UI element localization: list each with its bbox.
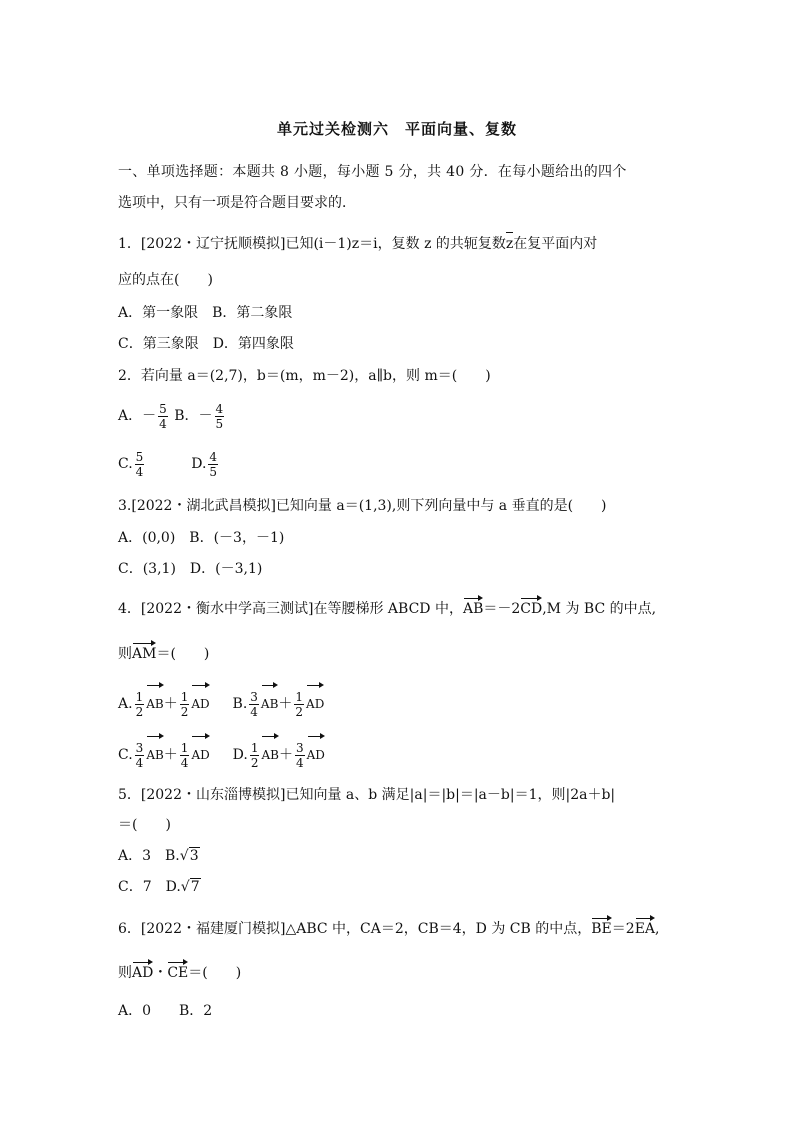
fraction-denominator: 4 bbox=[159, 416, 167, 431]
fraction-numerator: 3 bbox=[295, 740, 304, 755]
fraction-denominator: 4 bbox=[250, 704, 258, 719]
q4-option-b-label: B. bbox=[232, 696, 248, 712]
question-3-options-cd: C．(3,1) D．(－3,1) bbox=[118, 561, 263, 577]
q2-option-c-label: C. bbox=[118, 456, 133, 472]
question-3-stem: 3.[2022・湖北武昌模拟]已知向量 a＝(1,3),则下列向量中与 a 垂直的是( ) bbox=[118, 498, 607, 514]
q2-option-a-label: A．－ bbox=[118, 408, 157, 424]
q2-option-a-fraction bbox=[158, 402, 168, 431]
q6-vector-ce: CE bbox=[167, 961, 188, 983]
q1-z-conjugate: z bbox=[505, 236, 514, 252]
fraction-denominator: 4 bbox=[135, 755, 144, 770]
q4-line2-pre: 则 bbox=[118, 646, 132, 662]
q4-option-a-frac-2 bbox=[180, 690, 190, 719]
fraction-denominator: 2 bbox=[135, 704, 144, 719]
q5-options-cd-text: C．7 D. bbox=[118, 879, 181, 895]
q1-text-post: 在复平面内对 bbox=[513, 236, 598, 252]
fraction-denominator: 5 bbox=[215, 416, 224, 431]
q4-option-b-plus: ＋ bbox=[278, 696, 293, 712]
q6-text-comma: , bbox=[655, 921, 660, 937]
fraction-numerator: 1 bbox=[250, 740, 259, 755]
q2-option-b-fraction bbox=[215, 402, 225, 431]
question-3-options-ab: A．(0,0) B．(－3，－1) bbox=[118, 530, 285, 546]
q4-option-b-vector-1: AB bbox=[261, 684, 278, 722]
question-4-options-ab bbox=[118, 684, 324, 722]
question-2-stem: 2．若向量 a＝(2,7)，b＝(m，m－2)，a∥b，则 m＝( ) bbox=[118, 368, 491, 384]
question-1-options-cd: C．第三象限 D．第四象限 bbox=[118, 336, 294, 352]
question-1-options-ab: A．第一象限 B．第二象限 bbox=[118, 305, 293, 321]
q4-text-post: ,M 为 BC 的中点, bbox=[542, 601, 657, 617]
fraction-numerator: 5 bbox=[159, 401, 167, 416]
fraction-numerator: 1 bbox=[180, 740, 189, 755]
question-6-stem bbox=[118, 917, 660, 939]
q5-option-b-sqrt bbox=[180, 846, 200, 866]
question-4-stem-line-2 bbox=[118, 642, 209, 664]
fraction-numerator: 1 bbox=[295, 689, 304, 704]
fraction-denominator: 2 bbox=[295, 704, 304, 719]
q4-text-mid: ＝－2 bbox=[483, 601, 521, 617]
question-5-options-cd bbox=[118, 877, 201, 897]
q4-option-d-label: D. bbox=[232, 747, 248, 763]
q4-vector-cd: CD bbox=[520, 597, 542, 619]
q4-option-a-label: A. bbox=[118, 696, 133, 712]
fraction-numerator: 1 bbox=[135, 689, 144, 704]
fraction-denominator: 2 bbox=[180, 704, 189, 719]
q4-option-b-vector-2: AD bbox=[306, 684, 324, 722]
fraction-denominator: 4 bbox=[180, 755, 189, 770]
q6-line2-pre: 则 bbox=[118, 965, 132, 981]
fraction-denominator: 2 bbox=[250, 755, 259, 770]
q5-option-d-sqrt bbox=[181, 877, 201, 897]
fraction-numerator: 3 bbox=[250, 689, 258, 704]
fraction-denominator: 5 bbox=[209, 464, 218, 479]
fraction-numerator: 5 bbox=[135, 449, 144, 464]
q5-options-ab-text: A．3 B. bbox=[118, 848, 180, 864]
question-2-options-cd bbox=[118, 446, 220, 482]
q4-option-c-frac-2 bbox=[180, 741, 190, 770]
question-4-stem bbox=[118, 597, 656, 619]
q4-option-d-vector-2: AD bbox=[307, 735, 325, 773]
q6-line2-post: ＝( ) bbox=[188, 965, 242, 981]
q4-vector-ab: AB bbox=[463, 597, 483, 619]
q4-option-c-label: C. bbox=[118, 747, 133, 763]
q4-line2-post: ＝( ) bbox=[156, 646, 210, 662]
q6-vector-be: BE bbox=[591, 917, 612, 939]
fraction-numerator: 3 bbox=[135, 740, 144, 755]
sqrt-radicand: 7 bbox=[190, 879, 200, 895]
sqrt-sign: √ bbox=[180, 879, 190, 895]
q4-option-d-frac-1 bbox=[250, 741, 260, 770]
q4-option-a-vector-1: AB bbox=[146, 684, 163, 722]
fraction-numerator: 1 bbox=[180, 689, 189, 704]
q4-option-a-frac-1 bbox=[135, 690, 145, 719]
q4-option-a-vector-2: AD bbox=[191, 684, 209, 722]
fraction-numerator: 4 bbox=[215, 401, 224, 416]
question-4-options-cd bbox=[118, 735, 325, 773]
fraction-denominator: 4 bbox=[295, 755, 304, 770]
q4-vector-am: AM bbox=[132, 642, 156, 664]
q2-option-d-fraction bbox=[208, 450, 218, 479]
page-title: 单元过关检测六 平面向量、复数 bbox=[276, 120, 517, 138]
q4-option-d-plus: ＋ bbox=[278, 747, 293, 763]
question-6-options-ab: A．0 B．2 bbox=[118, 1003, 213, 1019]
question-2-options-ab bbox=[118, 398, 226, 434]
question-5-options-ab bbox=[118, 846, 200, 866]
section-heading-line-2: 选项中，只有一项是符合题目要求的． bbox=[118, 195, 356, 211]
sqrt-sign: √ bbox=[179, 848, 189, 864]
q1-text-pre: 1．[2022・辽宁抚顺模拟]已知(i－1)z＝i，复数 z 的共轭复数 bbox=[118, 236, 506, 252]
fraction-denominator: 4 bbox=[135, 464, 144, 479]
q4-option-c-frac-1 bbox=[135, 741, 145, 770]
q4-option-c-plus: ＋ bbox=[163, 747, 178, 763]
question-5-stem: 5．[2022・山东淄博模拟]已知向量 a、b 满足|a|＝|b|＝|a－b|＝1，则|2a＋b| bbox=[118, 787, 616, 803]
q4-option-b-frac-2 bbox=[294, 690, 304, 719]
sqrt-radicand: 3 bbox=[189, 848, 199, 864]
q6-text-eq: ＝2 bbox=[611, 921, 635, 937]
question-6-stem-line-2 bbox=[118, 961, 241, 983]
q6-vector-ad: AD bbox=[132, 961, 153, 983]
q6-dot: ・ bbox=[153, 965, 168, 981]
q4-option-d-frac-2 bbox=[295, 741, 305, 770]
question-1-stem bbox=[118, 234, 597, 254]
q4-option-d-vector-1: AB bbox=[261, 735, 278, 773]
q6-text-pre: 6．[2022・福建厦门模拟]△ABC 中，CA＝2，CB＝4，D 为 CB 的中点， bbox=[118, 921, 592, 937]
fraction-numerator: 4 bbox=[209, 449, 218, 464]
q4-text-pre: 4．[2022・衡水中学高三测试]在等腰梯形 ABCD 中， bbox=[118, 601, 463, 617]
q4-option-a-plus: ＋ bbox=[163, 696, 178, 712]
section-heading-line-1: 一、单项选择题：本题共 8 小题，每小题 5 分，共 40 分．在每小题给出的四个 bbox=[118, 164, 627, 180]
q6-vector-ea: EA bbox=[635, 917, 655, 939]
question-1-stem-line-2: 应的点在( ) bbox=[118, 272, 213, 288]
q2-option-d-label: D. bbox=[191, 456, 207, 472]
question-5-stem-line-2: ＝( ) bbox=[118, 817, 171, 833]
q2-option-b-label: B．－ bbox=[174, 408, 213, 424]
q4-option-c-vector-1: AB bbox=[146, 735, 163, 773]
q4-option-b-frac-1 bbox=[249, 690, 259, 719]
q4-option-c-vector-2: AD bbox=[191, 735, 209, 773]
q2-option-c-fraction bbox=[135, 450, 145, 479]
